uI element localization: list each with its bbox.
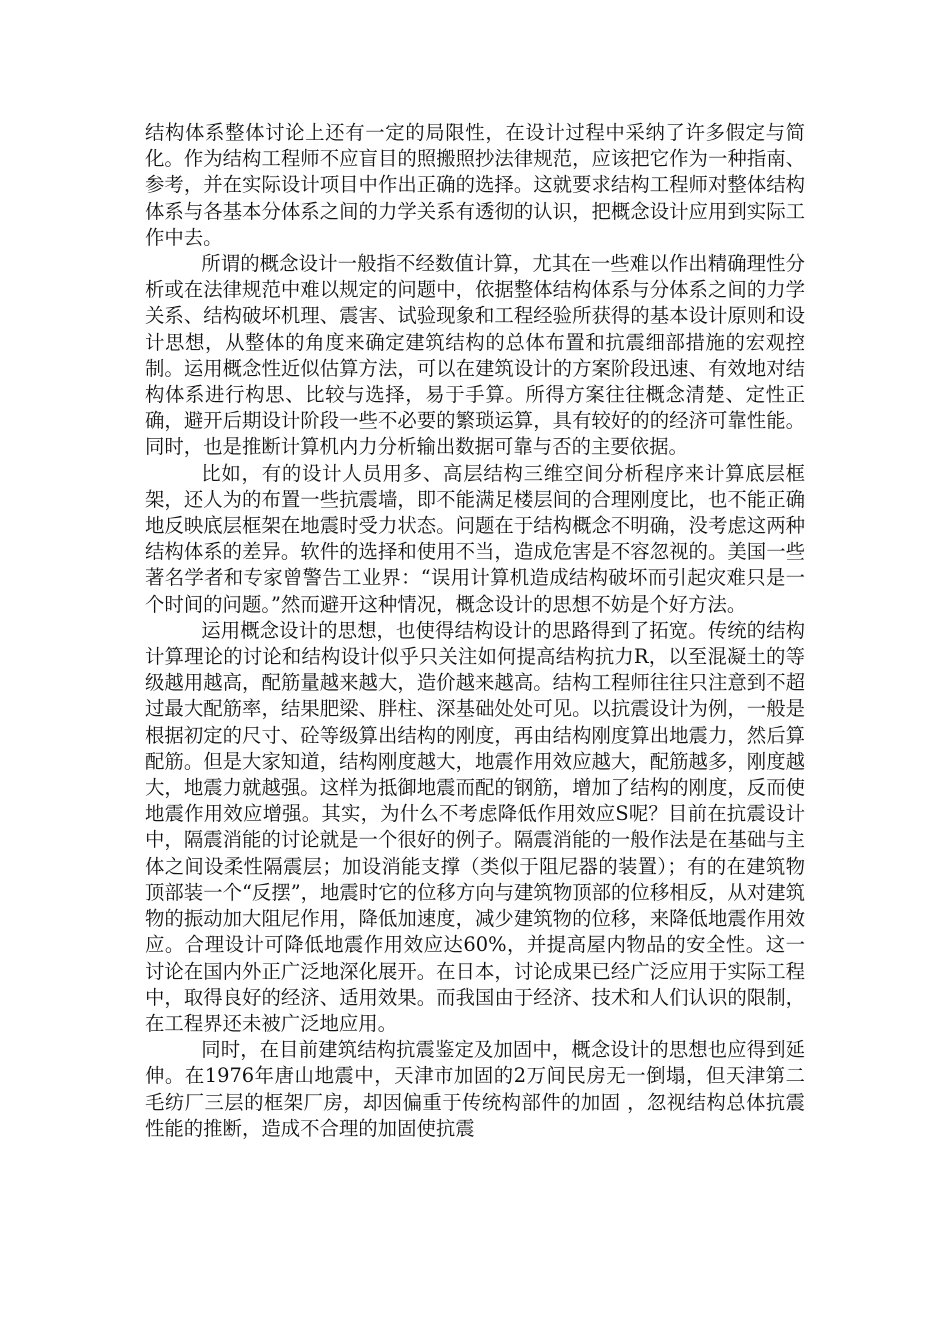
paragraph-3: 比如，有的设计人员用多、高层结构三维空间分析程序来计算底层框架，还人为的布置一些抗震墙，即不能满足楼层间的合理刚度比，也不能正确地反映底层框架在地震时受力状态。问题在于结构概念不明确，没考虑这两种结构体系的差异。软件的选择和使用不当，造成危害是不容忽视的。美国一些著名学者和专家曾警告工业界：“误用计算机造成结构破坏而引起灾难只是一个时间的问题。”然而避开这种情况，概念设计的思想不妨是个好方法。 <box>145 461 805 616</box>
paragraph-1: 结构体系整体讨论上还有一定的局限性，在设计过程中采纳了许多假定与简化。作为结构工程师不应盲目的照搬照抄法律规范，应该把它作为一种指南、参考，并在实际设计项目中作出正确的选择。这就要求结构工程师对整体结构体系与各基本分体系之间的力学关系有透彻的认识，把概念设计应用到实际工作中去。 <box>145 121 805 249</box>
paragraph-4: 运用概念设计的思想，也使得结构设计的思路得到了拓宽。传统的结构计算理论的讨论和结构设计似乎只关注如何提高结构抗力R，以至混凝土的等级越用越高，配筋量越来越大，造价越来越高。结构工程师往往只注意到不超过最大配筋率，结果肥梁、胖柱、深基础处处可见。以抗震设计为例，一般是根据初定的尺寸、砼等级算出结构的刚度，再由结构刚度算出地震力，然后算配筋。但是大家知道，结构刚度越大，地震作用效应越大，配筋越多，刚度越大，地震力就越强。这样为抵御地震而配的钢筋，增加了结构的刚度，反而使地震作用效应增强。其实，为什么不考虑降低作用效应S呢？目前在抗震设计中，隔震消能的讨论就是一个很好的例子。隔震消能的一般作法是在基础与主体之间设柔性隔震层；加设消能支撑（类似于阻尼器的装置）；有的在建筑物顶部装一个“反摆”，地震时它的位移方向与建筑物顶部的位移相反，从对建筑物的振动加大阻尼作用，降低加速度，减少建筑物的位移，来降低地震作用效应。合理设计可降低地震作用效应达60%，并提高屋内物品的安全性。这一讨论在国内外正广泛地深化展开。在日本，讨论成果已经广泛应用于实际工程中，取得良好的经济、适用效果。而我国由于经济、技术和人们认识的限制，在工程界还未被广泛地应用。 <box>145 618 805 1035</box>
paragraph-5: 同时，在目前建筑结构抗震鉴定及加固中，概念设计的思想也应得到延伸。在1976年唐山地震中，天津市加固的2万间民房无一倒塌，但天津第二毛纺厂三层的框架厂房，却因偏重于传统构部件的加固 ，忽视结构总体抗震性能的推断，造成不合理的加固使抗震 <box>145 1038 805 1140</box>
paragraph-2: 所谓的概念设计一般指不经数值计算，尤其在一些难以作出精确理性分析或在法律规范中难以规定的问题中，依据整体结构体系与分体系之间的力学关系、结构破坏机理、震害、试验现象和工程经验所获得的基本设计原则和设计思想，从整体的角度来确定建筑结构的总体布置和抗震细部措施的宏观控制。运用概念性近似估算方法，可以在建筑设计的方案阶段迅速、有效地对结构体系进行构思、比较与选择，易于手算。所得方案往往概念清楚、定性正确，避开后期设计阶段一些不必要的繁琐运算，具有较好的的经济可靠性能。同时，也是推断计算机内力分析输出数据可靠与否的主要依据。 <box>145 252 805 459</box>
body-text <box>145 120 805 1142</box>
